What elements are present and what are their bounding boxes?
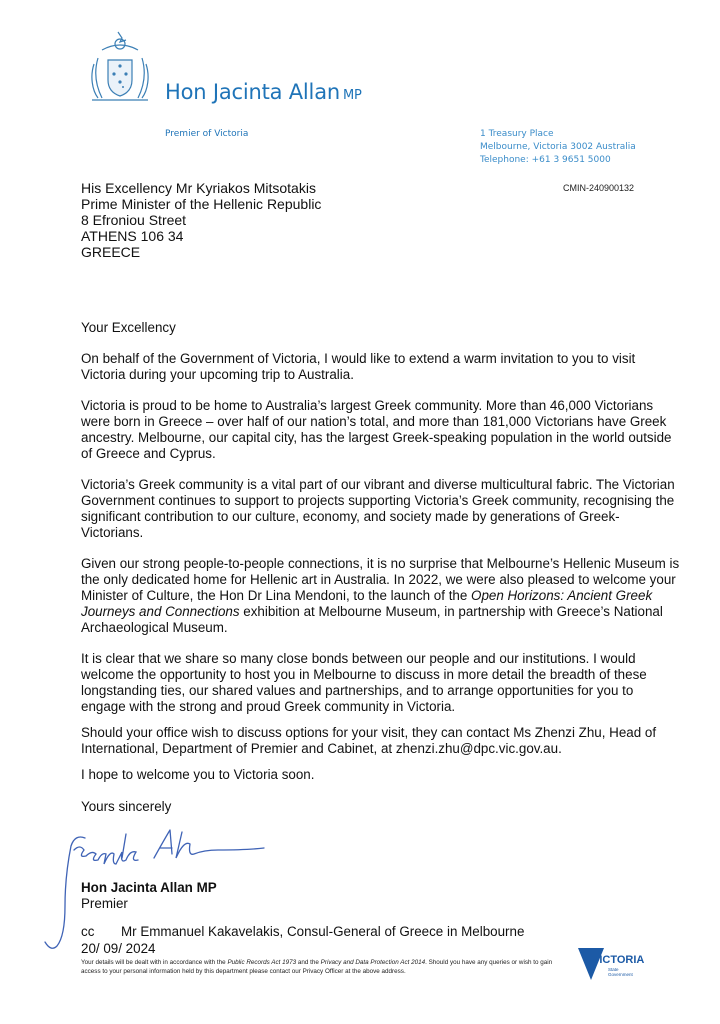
- text: and the: [296, 959, 321, 966]
- letterhead-address: [480, 128, 636, 167]
- paragraph: [81, 725, 681, 757]
- text: Given our strong people-to-people connections, it is no surprise that Melbourne’s Hellenic Museum is the only dedicated home for Hellenic art in Australia. In 2022, we were also pleased to welcome your Minister of Culture, the Hon Dr Lina Mendoni, to the launch of the: [81, 556, 680, 603]
- signer-title: Premier: [81, 896, 128, 911]
- text: . Should you have any queries or wish to gain access to your personal information held by this department please contact our Privacy Officer at the above address.: [81, 959, 553, 975]
- paragraph: [81, 556, 681, 636]
- text: exhibition at Melbourne Museum, in partnership with Greece’s National Archaeological Museum.: [81, 604, 663, 635]
- svg-text:State: State: [608, 967, 619, 972]
- cc-label: cc: [81, 924, 95, 939]
- letterhead-name: Hon Jacinta Allan: [165, 80, 340, 104]
- signer-name: Hon Jacinta Allan MP: [81, 880, 217, 895]
- paragraph: Victoria’s Greek community is a vital part of our vibrant and diverse multicultural fabric. The Victorian Government continues to support to projects supporting Victoria’s Greek community, recognising the significant contribution to our culture, economy, and society made by generations of Greek-Victorians.: [81, 477, 675, 540]
- salutation: Your Excellency: [81, 320, 176, 335]
- paragraph: On behalf of the Government of Victoria, I would like to extend a warm invitation to you to visit Victoria during your upcoming trip to Australia.: [81, 351, 636, 382]
- recipient-line: His Excellency Mr Kyriakos Mitsotakis: [81, 180, 316, 196]
- valediction: Yours sincerely: [81, 799, 172, 814]
- recipient-line: Prime Minister of the Hellenic Republic: [81, 196, 322, 212]
- text: Should your office wish to discuss options for your visit, they can contact Ms Zhenzi Zhu, Head of International, Department of Premier and Cabinet, at: [81, 725, 657, 756]
- letter-date: 20/ 09/ 2024: [81, 941, 156, 956]
- address-line: Telephone: +61 3 9651 5000: [480, 155, 611, 165]
- cc-value: Mr Emmanuel Kakavelakis, Consul-General of Greece in Melbourne: [121, 924, 525, 939]
- cc-line: [81, 924, 524, 939]
- victoria-state-government-logo: [578, 946, 673, 982]
- address-line: 1 Treasury Place: [480, 129, 554, 139]
- recipient-address: [81, 180, 321, 260]
- reference-number: CMIN-240900132: [563, 183, 635, 193]
- privacy-notice: [81, 958, 561, 976]
- paragraph: I hope to welcome you to Victoria soon.: [81, 767, 315, 782]
- contact-email-link[interactable]: zhenzi.zhu@dpc.vic.gov.au: [395, 741, 559, 756]
- exhibition-title: Open Horizons: Ancient Greek Journeys and Connections: [81, 588, 653, 619]
- recipient-line: ATHENS 106 34: [81, 228, 184, 244]
- svg-text:VICTORIA: VICTORIA: [592, 954, 645, 966]
- letterhead-role: Premier of Victoria: [165, 129, 249, 139]
- letterhead-suffix: MP: [342, 88, 362, 103]
- recipient-line: 8 Efroniou Street: [81, 212, 187, 228]
- signer-block: [81, 880, 217, 912]
- letter-body: [81, 320, 681, 798]
- coat-of-arms-icon: [80, 28, 160, 108]
- recipient-line: GREECE: [81, 244, 141, 260]
- text: .: [558, 741, 562, 756]
- act-name: Privacy and Data Protection Act 2014: [320, 959, 426, 966]
- address-line: Melbourne, Victoria 3002 Australia: [480, 142, 636, 152]
- paragraph: Victoria is proud to be home to Australia’s largest Greek community. More than 46,000 Victorians were born in Greece – over half of our nation’s total, and more than 181,000 Victorians have Greek ancestry. Melbourne, our capital city, has the largest Greek-speaking population in the world outside of Greece and Cyprus.: [81, 398, 672, 461]
- paragraph: It is clear that we share so many close bonds between our people and our institutions. I would welcome the opportunity to host you in Melbourne to discuss in more detail the breadth of these longstanding ties, our shared values and partnerships, and to arrange opportunities for you to engage with the strong and proud Greek community in Victoria.: [81, 651, 647, 714]
- svg-text:Government: Government: [608, 972, 633, 977]
- act-name: Public Records Act 1973: [227, 959, 297, 966]
- letterhead-title: [165, 80, 362, 104]
- text: Your details will be dealt with in accordance with the: [81, 959, 228, 966]
